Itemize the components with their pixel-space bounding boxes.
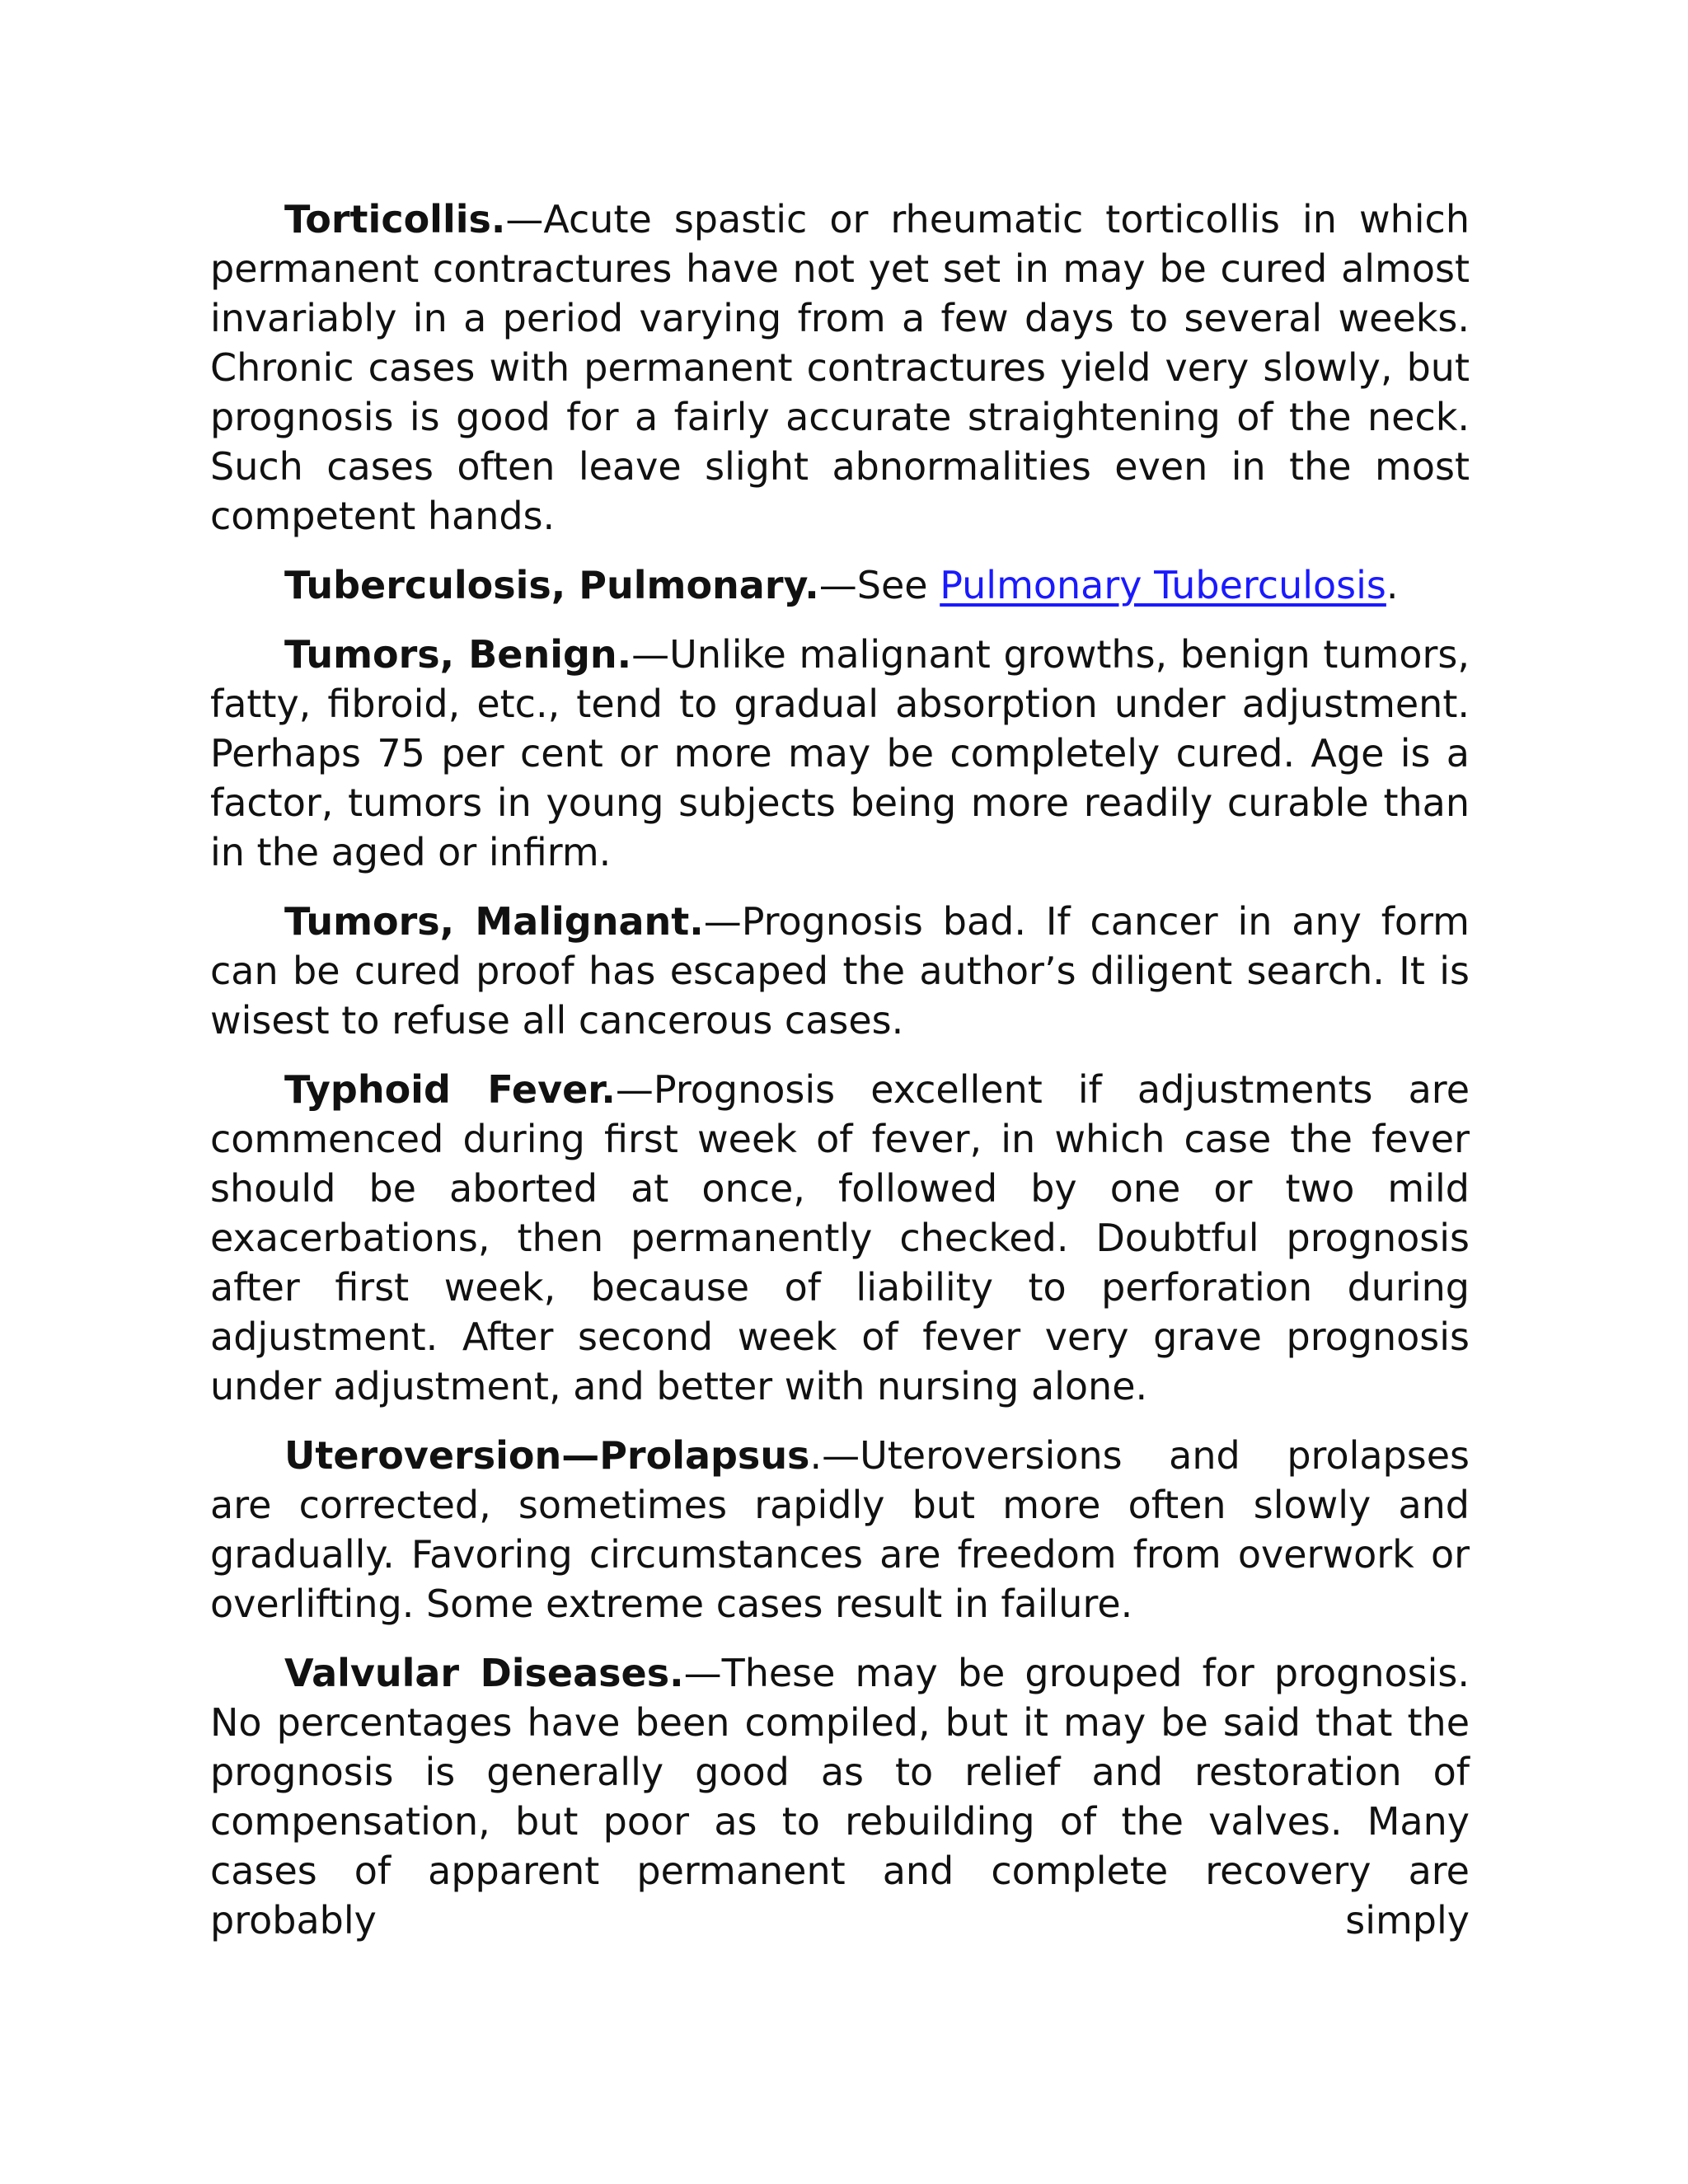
entry-text: —Prognosis bad. If cancer in any form can be cured proof has escaped the author’s diligent search. It is wisest to refuse all cancerous cases. <box>210 899 1470 1043</box>
entry-torticollis <box>210 194 1470 541</box>
entry-term: Tuberculosis, Pulmonary. <box>284 563 819 607</box>
pulmonary-tuberculosis-link[interactable]: Pulmonary Tuberculosis <box>940 563 1386 607</box>
entry-term: Tumors, Malignant. <box>284 899 704 944</box>
entry-tumors-benign <box>210 630 1470 877</box>
entry-typhoid-fever <box>210 1065 1470 1411</box>
entry-tumors-malignant <box>210 897 1470 1045</box>
entry-term: Uteroversion—Prolapsus <box>284 1433 810 1478</box>
entry-uteroversion-prolapsus <box>210 1431 1470 1629</box>
entry-text: —See <box>818 563 940 607</box>
document-page <box>210 194 1470 1965</box>
entry-term: Typhoid Fever. <box>284 1067 616 1112</box>
entry-text: —Unlike malignant growths, benign tumors, fatty, fibroid, etc., tend to gradual absorption under adjustment. Perhaps 75 per cent or more may be completely cured. Age is a factor, tumors in young subjects being more readily curable than in the aged or infirm. <box>210 632 1470 874</box>
entry-term: Torticollis. <box>284 197 506 241</box>
entry-text-after: . <box>1386 563 1399 607</box>
entry-text: .—Uteroversions and prolapses are corrected, sometimes rapidly but more often slowly and gradually. Favoring circumstances are freedom from overwork or overlifting. Some extreme cases result in failure. <box>210 1433 1470 1626</box>
entry-text: —Prognosis excellent if adjustments are commenced during first week of fever, in which case the fever should be aborted at once, followed by one or two mild exacerbations, then permanently checked. Doubtful prognosis after first week, because of liability to perforation during adjustment. After second week of fever very grave prognosis under adjustment, and better with nursing alone. <box>210 1067 1470 1408</box>
entry-tuberculosis-pulmonary <box>210 560 1470 610</box>
entry-valvular-diseases <box>210 1648 1470 1945</box>
entry-text: —These may be grouped for prognosis. No percentages have been compiled, but it may be said that the prognosis is generally good as to relief and restoration of compensation, but poor as to rebuilding of the valves. Many cases of apparent permanent and complete recovery are probably simply <box>210 1651 1470 1943</box>
entry-text: —Acute spastic or rheumatic torticollis in which permanent contractures have not yet set in may be cured almost invariably in a period varying from a few days to several weeks. Chronic cases with permanent contractures yield very slowly, but prognosis is good for a fairly accurate straightening of the neck. Such cases often leave slight abnormalities even in the most competent hands. <box>210 197 1470 538</box>
entry-term: Tumors, Benign. <box>284 632 632 677</box>
entry-term: Valvular Diseases. <box>284 1651 684 1695</box>
